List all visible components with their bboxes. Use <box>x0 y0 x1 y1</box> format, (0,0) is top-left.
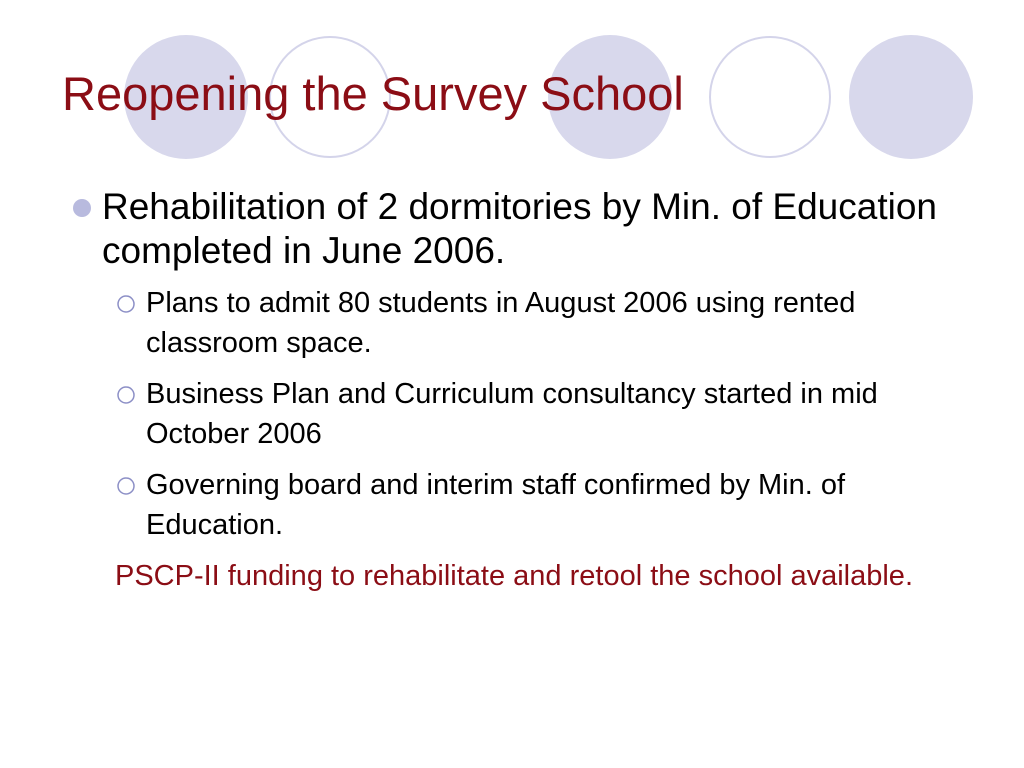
bullet-dot-icon <box>72 198 92 218</box>
hollow-circle-bullet-icon <box>116 385 136 405</box>
decor-circle-filled-3 <box>849 35 973 159</box>
decor-circle-outline-2 <box>710 37 830 157</box>
sub-bullet-item <box>70 283 970 363</box>
sub-bullet-text: Plans to admit 80 students in August 2006 using rented classroom space. <box>146 287 856 359</box>
bullet-text: Rehabilitation of 2 dormitories by Min. of Education completed in June 2006. <box>102 186 937 271</box>
funding-note: PSCP-II funding to rehabilitate and retool the school available. <box>115 560 913 592</box>
hollow-circle-bullet-icon <box>116 476 136 496</box>
sub-bullet-item <box>70 374 970 454</box>
hollow-circle-bullet-icon <box>116 294 136 314</box>
sub-bullet-text: Business Plan and Curriculum consultancy started in mid October 2006 <box>146 378 878 450</box>
bullet-item <box>70 185 970 273</box>
slide-content <box>70 185 970 596</box>
sub-bullet-text: Governing board and interim staff confirmed by Min. of Education. <box>146 469 846 541</box>
slide-title: Reopening the Survey School <box>62 67 684 120</box>
sub-bullet-item <box>70 465 970 545</box>
